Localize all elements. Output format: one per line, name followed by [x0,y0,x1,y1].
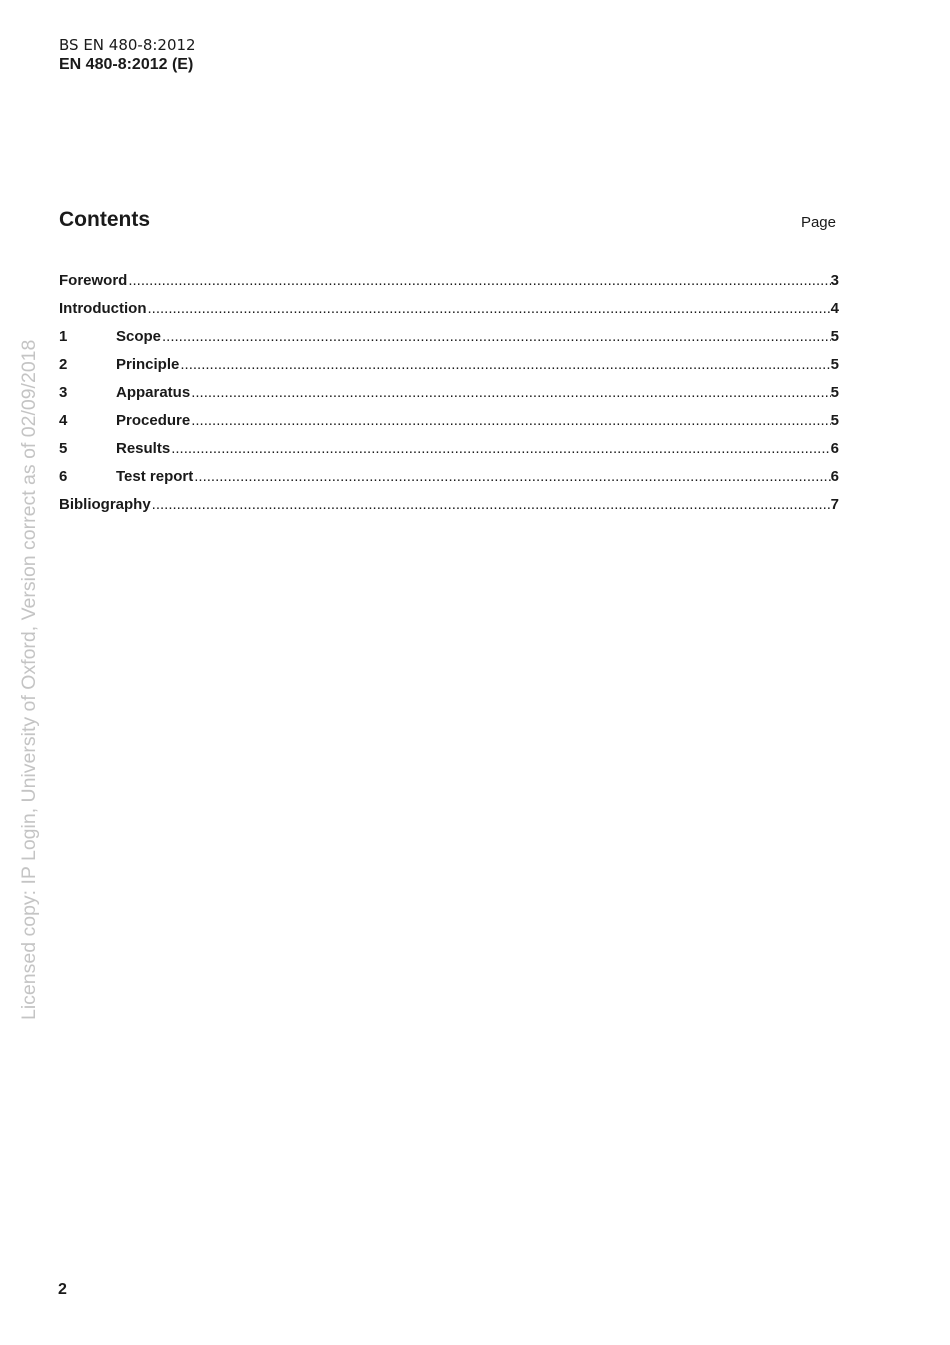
toc-entry-title: Introduction [59,299,147,317]
toc-entry-number: 5 [59,439,68,457]
license-watermark: Licensed copy: IP Login, University of Oxford, Version correct as of 02/09/2018 [18,339,40,1020]
page-number: 2 [58,1281,67,1298]
toc-entry-number: 3 [59,383,68,401]
toc-entry-principle[interactable] [59,350,839,378]
toc-dot-leader [179,356,830,373]
toc-entry-page: 5 [830,355,839,373]
page-column-label: Page [800,214,836,231]
toc-entry-results[interactable] [59,434,839,462]
toc-entry-title: Apparatus [116,383,191,401]
toc-entry-title: Principle [116,355,180,373]
toc-entry-number: 4 [59,411,68,429]
document-header [59,35,196,75]
toc-entry-title: Bibliography [59,495,151,513]
contents-heading: Contents [59,208,150,231]
toc-entry-page: 7 [830,495,839,513]
toc-dot-leader [193,468,830,485]
toc-dot-leader [151,496,831,513]
table-of-contents [59,266,839,518]
toc-entry-number: 6 [59,467,68,485]
toc-entry-procedure[interactable] [59,406,839,434]
toc-dot-leader [127,272,830,289]
toc-entry-foreword[interactable] [59,266,839,294]
en-standard-number: EN 480-8:2012 (E) [59,56,194,73]
toc-entry-scope[interactable] [59,322,839,350]
toc-entry-title: Foreword [59,271,128,289]
toc-entry-bibliography[interactable] [59,490,839,518]
toc-entry-page: 5 [830,383,839,401]
toc-entry-page: 3 [830,271,839,289]
bs-standard-number: BS EN 480-8:2012 [59,36,196,54]
toc-dot-leader [190,384,830,401]
toc-dot-leader [170,440,830,457]
toc-entry-title: Test report [116,467,194,485]
toc-entry-test-report[interactable] [59,462,839,490]
toc-dot-leader [161,328,831,345]
toc-entry-title: Results [116,439,171,457]
toc-entry-page: 6 [830,467,839,485]
toc-entry-number: 2 [59,355,68,373]
toc-entry-page: 5 [830,327,839,345]
toc-entry-title: Scope [116,327,162,345]
toc-entry-title: Procedure [116,411,191,429]
toc-entry-page: 4 [830,299,839,317]
toc-dot-leader [146,300,830,317]
toc-entry-page: 5 [830,411,839,429]
toc-entry-apparatus[interactable] [59,378,839,406]
toc-entry-introduction[interactable] [59,294,839,322]
toc-entry-number: 1 [59,327,68,345]
toc-entry-page: 6 [830,439,839,457]
toc-dot-leader [190,412,830,429]
